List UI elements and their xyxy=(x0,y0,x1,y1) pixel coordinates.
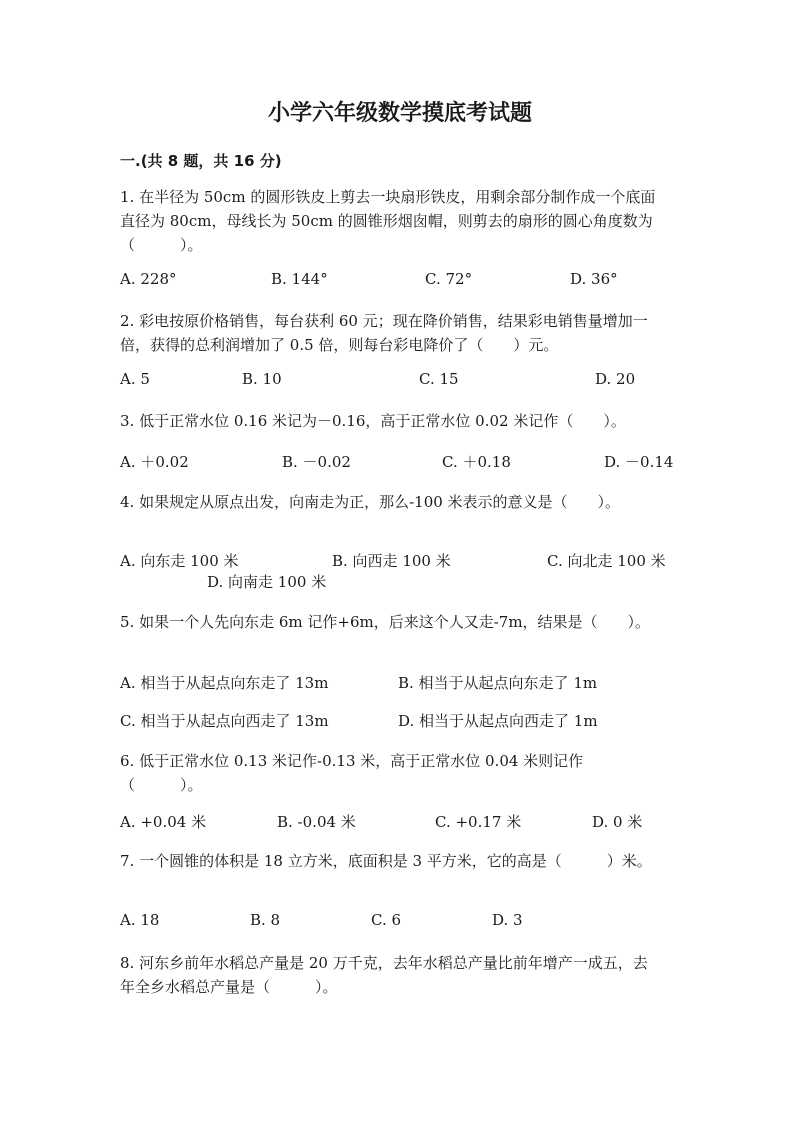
question-6-option-b[interactable]: B. -0.04 米 xyxy=(277,813,356,831)
question-6-option-c[interactable]: C. +0.17 米 xyxy=(435,813,522,831)
question-7-option-d[interactable]: D. 3 xyxy=(492,911,523,929)
question-3-option-a[interactable]: A. ＋0.02 xyxy=(120,453,189,471)
question-7-option-c[interactable]: C. 6 xyxy=(371,911,402,929)
question-5-option-a[interactable]: A. 相当于从起点向东走了 13m xyxy=(120,674,329,692)
question-6-line-1: 6. 低于正常水位 0.13 米记作-0.13 米，高于正常水位 0.04 米则记作 xyxy=(120,752,584,770)
page-title: 小学六年级数学摸底考试题 xyxy=(267,101,532,126)
question-3-line-1: 3. 低于正常水位 0.16 米记为－0.16，高于正常水位 0.02 米记作（ ）。 xyxy=(120,412,626,430)
question-5-line-1: 5. 如果一个人先向东走 6m 记作+6m，后来这个人又走-7m，结果是（ ）。 xyxy=(120,613,651,631)
question-8-line-2: 年全乡水稻总产量是（ ）。 xyxy=(120,978,338,996)
question-2-option-a[interactable]: A. 5 xyxy=(120,370,150,388)
question-3-option-b[interactable]: B. －0.02 xyxy=(282,453,351,471)
question-4-option-b[interactable]: B. 向西走 100 米 xyxy=(332,552,451,570)
question-6-option-a[interactable]: A. +0.04 米 xyxy=(120,813,207,831)
question-6-line-2: （ ）。 xyxy=(120,776,203,794)
question-1-option-d[interactable]: D. 36° xyxy=(570,270,618,288)
question-2-line-1: 2. 彩电按原价格销售，每台获利 60 元；现在降价销售，结果彩电销售量增加一 xyxy=(120,312,648,330)
question-2-option-b[interactable]: B. 10 xyxy=(242,370,282,388)
question-2-option-c[interactable]: C. 15 xyxy=(419,370,459,388)
question-1-line-1: 1. 在半径为 50cm 的圆形铁皮上剪去一块扇形铁皮，用剩余部分制作成一个底面 xyxy=(120,188,656,206)
question-4-option-d[interactable]: D. 向南走 100 米 xyxy=(207,573,327,591)
question-1-line-2: 直径为 80cm，母线长为 50cm 的圆锥形烟囱帽，则剪去的扇形的圆心角度数为 xyxy=(120,212,653,230)
question-1-option-b[interactable]: B. 144° xyxy=(271,270,328,288)
question-1-line-3: （ ）。 xyxy=(120,236,203,254)
question-4-option-c[interactable]: C. 向北走 100 米 xyxy=(547,552,666,570)
section-heading: 一.(共 8 题，共 16 分) xyxy=(120,152,282,170)
question-2-line-2: 倍，获得的总利润增加了 0.5 倍，则每台彩电降价了（ ）元。 xyxy=(120,336,559,354)
question-4-option-a[interactable]: A. 向东走 100 米 xyxy=(120,552,239,570)
question-3-option-d[interactable]: D. －0.14 xyxy=(604,453,674,471)
question-2-option-d[interactable]: D. 20 xyxy=(595,370,636,388)
question-3-option-c[interactable]: C. ＋0.18 xyxy=(442,453,511,471)
question-5-option-b[interactable]: B. 相当于从起点向东走了 1m xyxy=(398,674,598,692)
question-7-option-b[interactable]: B. 8 xyxy=(250,911,281,929)
question-7-option-a[interactable]: A. 18 xyxy=(120,911,160,929)
question-4-line-1: 4. 如果规定从原点出发，向南走为正，那么-100 米表示的意义是（ ）。 xyxy=(120,493,621,511)
question-7-line-1: 7. 一个圆锥的体积是 18 立方米，底面积是 3 平方米，它的高是（ ）米。 xyxy=(120,852,652,870)
question-5-option-c[interactable]: C. 相当于从起点向西走了 13m xyxy=(120,712,329,730)
question-1-option-a[interactable]: A. 228° xyxy=(120,270,177,288)
question-6-option-d[interactable]: D. 0 米 xyxy=(592,813,643,831)
question-5-option-d[interactable]: D. 相当于从起点向西走了 1m xyxy=(398,712,598,730)
question-1-option-c[interactable]: C. 72° xyxy=(425,270,473,288)
question-8-line-1: 8. 河东乡前年水稻总产量是 20 万千克，去年水稻总产量比前年增产一成五，去 xyxy=(120,954,648,972)
